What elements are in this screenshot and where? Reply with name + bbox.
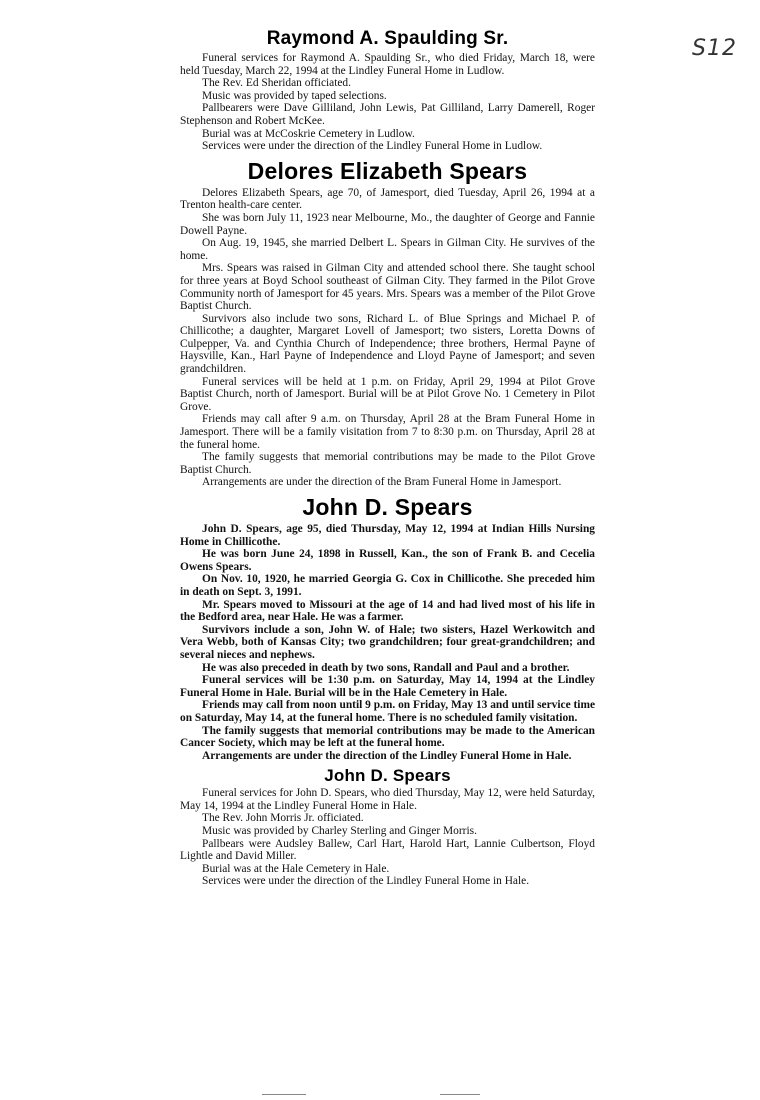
obituary-paragraph: Music was provided by taped selections. [202, 89, 387, 102]
obituary-paragraph: Funeral services will be 1:30 p.m. on Saturday, May 14, 1994 at the Lindley Funeral Home in Hale. Burial will be in the Hale Cemetery in Hale. [180, 674, 595, 699]
scan-artifact [440, 1094, 480, 1095]
obituary-paragraph: John D. Spears, age 95, died Thursday, May 12, 1994 at Indian Hills Nursing Home in Chillicothe. [180, 523, 595, 548]
obituary-paragraph: Burial was at the Hale Cemetery in Hale. [202, 862, 390, 875]
obituary-paragraph: The family suggests that memorial contributions may be made to the Pilot Grove Baptist Church. [180, 451, 595, 476]
obituary-heading: John D. Spears [302, 494, 473, 520]
obituary-paragraph: Survivors also include two sons, Richard L. of Blue Springs and Michael P. of Chillicothe; a daughter, Margaret Lovell of Jamesport; two sisters, Loretta Downs of Culpepper, Va. and Cynthia Church of Independence; three brothers, Hermal Payne of Haysville, Kan., Harl Payne of Independence and Lloyd Payne of Jamesport; and seven grandchildren. [180, 312, 595, 376]
obituary-paragraph: He was born June 24, 1898 in Russell, Kan., the son of Frank B. and Cecelia Owens Spears. [180, 548, 595, 573]
obituary-paragraph: Services were under the direction of the Lindley Funeral Home in Ludlow. [202, 140, 543, 153]
obituary-paragraph: Burial was at McCoskrie Cemetery in Ludlow. [202, 127, 415, 140]
obituary-paragraph: Pallbears were Audsley Ballew, Carl Hart, Harold Hart, Lannie Culbertson, Floyd Lightle and David Miller. [180, 837, 595, 863]
obituary-paragraph: Survivors include a son, John W. of Hale; two sisters, Hazel Werkowitch and Vera Webb, both of Kansas City; two grandchildren; four great-grandchildren; and several nieces and nephews. [180, 623, 595, 661]
obituary-paragraph: Arrangements are under the direction of the Bram Funeral Home in Jamesport. [202, 476, 562, 489]
obituary-paragraph: The Rev. John Morris Jr. officiated. [202, 812, 364, 825]
obituary-paragraph: Funeral services for Raymond A. Spaulding Sr., who died Friday, March 18, were held Tuesday, March 22, 1994 at the Lindley Funeral Home in Ludlow. [180, 52, 595, 77]
obituary-john-spears [180, 493, 595, 762]
obituary-paragraph: Funeral services will be held at 1 p.m. on Friday, April 29, 1994 at Pilot Grove Baptist Church, north of Jamesport. Burial will be at Pilot Grove No. 1 Cemetery in Pilot Grove. [180, 375, 595, 413]
scan-artifact [262, 1094, 306, 1095]
obituary-paragraph: Services were under the direction of the Lindley Funeral Home in Hale. [202, 875, 530, 888]
obituary-paragraph: Arrangements are under the direction of the Lindley Funeral Home in Hale. [202, 749, 572, 762]
obituary-paragraph: On Aug. 19, 1945, she married Delbert L. Spears in Gilman City. He survives of the home. [180, 237, 595, 262]
obituary-paragraph: Delores Elizabeth Spears, age 70, of Jamesport, died Tuesday, April 26, 1994 at a Trenton health-care center. [180, 186, 595, 212]
obituary-paragraph: On Nov. 10, 1920, he married Georgia G. Cox in Chillicothe. She preceded him in death on Sept. 3, 1991. [180, 573, 595, 598]
obituary-paragraph: Mr. Spears moved to Missouri at the age of 14 and had lived most of his life in the Bedford area, near Hale. He was a farmer. [180, 598, 595, 624]
obituary-paragraph: She was born July 11, 1923 near Melbourne, Mo., the daughter of George and Fannie Dowell Payne. [180, 211, 595, 237]
obituary-paragraph: Friends may call from noon until 9 p.m. on Friday, May 13 and until service time on Saturday, May 14, at the funeral home. There is no scheduled family visitation. [180, 699, 595, 724]
obituary-paragraph: Music was provided by Charley Sterling and Ginger Morris. [202, 825, 477, 838]
obituary-john-spears-services [180, 766, 595, 888]
obituary-heading: Delores Elizabeth Spears [247, 157, 528, 184]
obituary-paragraph: The family suggests that memorial contributions may be made to the American Cancer Society, which may be left at the funeral home. [180, 724, 595, 750]
obituary-heading: John D. Spears [324, 766, 451, 786]
obituary-paragraph: The Rev. Ed Sheridan officiated. [202, 77, 351, 90]
obituary-delores-spears [180, 157, 595, 489]
obituary-heading: Raymond A. Spaulding Sr. [266, 28, 509, 49]
obituary-paragraph: Funeral services for John D. Spears, who died Thursday, May 12, were held Saturday, May 14, 1994 at the Lindley Funeral Home in Hale. [180, 787, 595, 812]
obituary-paragraph: He was also preceded in death by two sons, Randall and Paul and a brother. [202, 661, 570, 674]
obituary-paragraph: Pallbearers were Dave Gilliland, John Lewis, Pat Gilliland, Larry Damerell, Roger Stephenson and Robert McKee. [180, 102, 595, 127]
obituary-column [180, 28, 595, 888]
obituary-paragraph: Friends may call after 9 a.m. on Thursday, April 28 at the Bram Funeral Home in Jamesport. There will be a family visitation from 7 to 8:30 p.m. on Thursday, April 28 at the funeral home. [180, 413, 595, 451]
handwritten-page-note: S12 [692, 36, 737, 61]
obituary-spaulding [180, 28, 595, 153]
obituary-paragraph: Mrs. Spears was raised in Gilman City and attended school there. She taught school for three years at Boyd School southeast of Gilman City. They farmed in the Pilot Grove Community north of Jamesport for 45 years. Mrs. Spears was a member of the Pilot Grove Baptist Church. [180, 262, 595, 313]
